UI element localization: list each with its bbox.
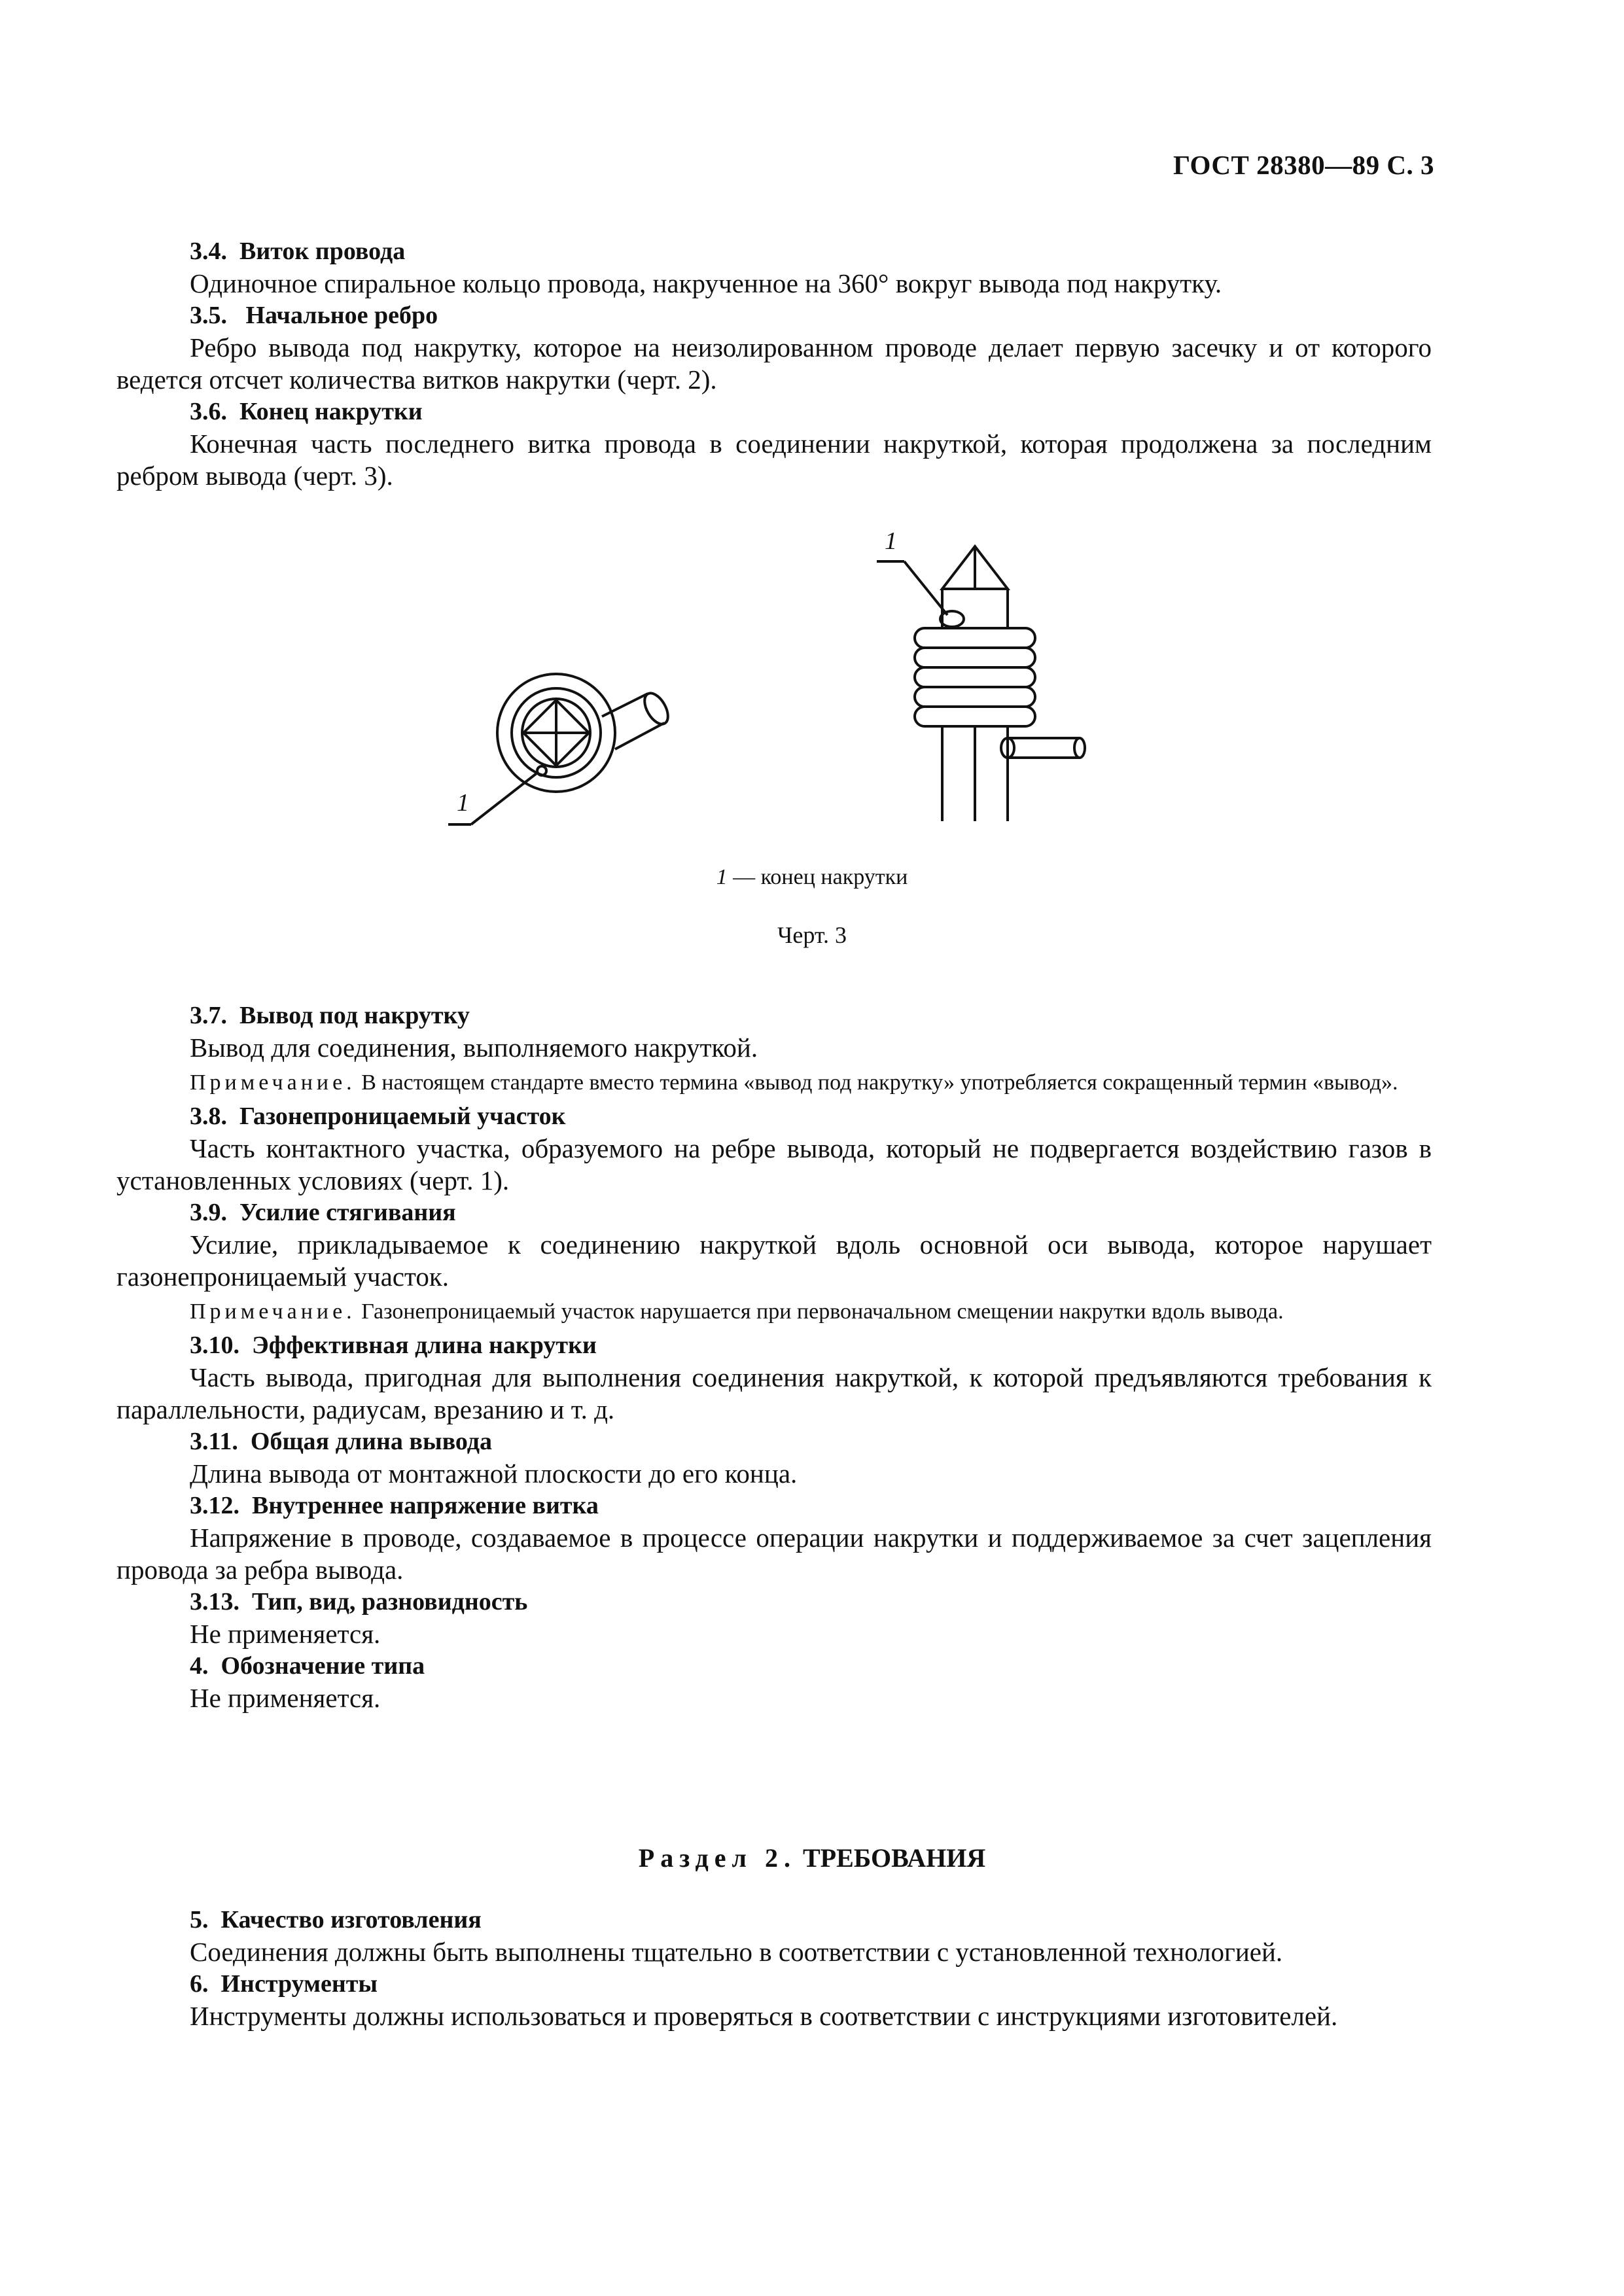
section-text-4: Не применяется.	[190, 1683, 381, 1713]
section-text-3-5: Ребро вывода под накрутку, которое на неизолированном проводе делает первую засечку и от которого ведется отсчет количества витков накрутки (черт. 2).	[116, 332, 1432, 395]
section-heading-4: 4. Обозначение типа	[190, 1652, 425, 1680]
figure-3	[419, 523, 1171, 877]
marker-left: 1	[457, 789, 469, 817]
marker-right: 1	[885, 527, 897, 555]
legend-text: — конец накрутки	[727, 865, 908, 889]
section-text-6: Инструменты должны использоваться и проверяться в соответствии с инструкциями изготовителей.	[190, 2001, 1338, 2031]
section-2-title: Раздел 2. ТРЕБОВАНИЯ	[638, 1843, 986, 1873]
section-text-3-7: Вывод для соединения, выполняемого накруткой.	[190, 1033, 758, 1063]
section-heading-3-10: 3.10. Эффективная длина накрутки	[190, 1332, 597, 1359]
section-heading-6: 6. Инструменты	[190, 1970, 378, 1998]
section-text-3-11: Длина вывода от монтажной плоскости до его конца.	[190, 1458, 798, 1489]
legend-number: 1	[716, 865, 728, 889]
requirements-block	[116, 1904, 1432, 2032]
section-text-3-6: Конечная часть последнего витка провода в соединении накруткой, которая продолжена за последним ребром вывода (черт. 3).	[116, 429, 1432, 491]
section-text-3-10: Часть вывода, пригодная для выполнения соединения накруткой, к которой предъявляются требования к параллельности, радиусам, врезанию и т. д.	[116, 1362, 1432, 1424]
section-heading-3-11: 3.11. Общая длина вывода	[190, 1428, 493, 1455]
section-text-3-9: Усилие, прикладываемое к соединению накруткой вдоль основной оси вывода, которое нарушает газонепроницаемый участок.	[116, 1229, 1432, 1292]
section-text-3-13: Не применяется.	[190, 1619, 381, 1649]
section-heading-3-12: 3.12. Внутреннее напряжение витка	[190, 1492, 599, 1519]
figure-legend	[0, 865, 1624, 890]
wrap-end-drawing	[419, 523, 1171, 877]
figure-caption: Черт. 3	[777, 922, 847, 948]
terms-block-2	[116, 1000, 1432, 1714]
section-heading-5: 5. Качество изготовления	[190, 1906, 482, 1934]
section-heading-3-7: 3.7. Вывод под накрутку	[190, 1002, 470, 1029]
section-heading-3-6: 3.6. Конец накрутки	[190, 398, 423, 425]
section-text-3-12: Напряжение в проводе, создаваемое в процессе операции накрутки и поддерживаемое за счет зацепления провода за ребра вывода.	[116, 1523, 1432, 1585]
note-1: Примечание. В настоящем стандарте вместо термина «вывод под накрутку» употребляется сокращенный термин «вывод».	[190, 1070, 1398, 1095]
section-heading-3-8: 3.8. Газонепроницаемый участок	[190, 1103, 566, 1130]
document-header: ГОСТ 28380—89 С. 3	[1173, 150, 1434, 180]
section-heading-3-13: 3.13. Тип, вид, разновидность	[190, 1588, 528, 1616]
side-view-drawing	[877, 546, 1085, 821]
section-heading-3-5: 3.5. Начальное ребро	[190, 302, 438, 329]
section-text-3-4: Одиночное спиральное кольцо провода, накрученное на 360° вокруг вывода под накрутку.	[190, 268, 1222, 298]
section-heading-3-9: 3.9. Усилие стягивания	[190, 1199, 456, 1226]
terms-block-1	[116, 236, 1432, 492]
section-heading-3-4: 3.4. Виток провода	[190, 238, 406, 265]
section-text-5: Соединения должны быть выполнены тщательно в соответствии с установленной технологией.	[190, 1937, 1283, 1967]
section-text-3-8: Часть контактного участка, образуемого на ребре вывода, который не подвергается воздействию газов в установленных условиях (черт. 1).	[116, 1133, 1432, 1195]
top-view-drawing	[448, 674, 673, 824]
note-2: Примечание. Газонепроницаемый участок нарушается при первоначальном смещении накрутки вдоль вывода.	[190, 1299, 1284, 1324]
